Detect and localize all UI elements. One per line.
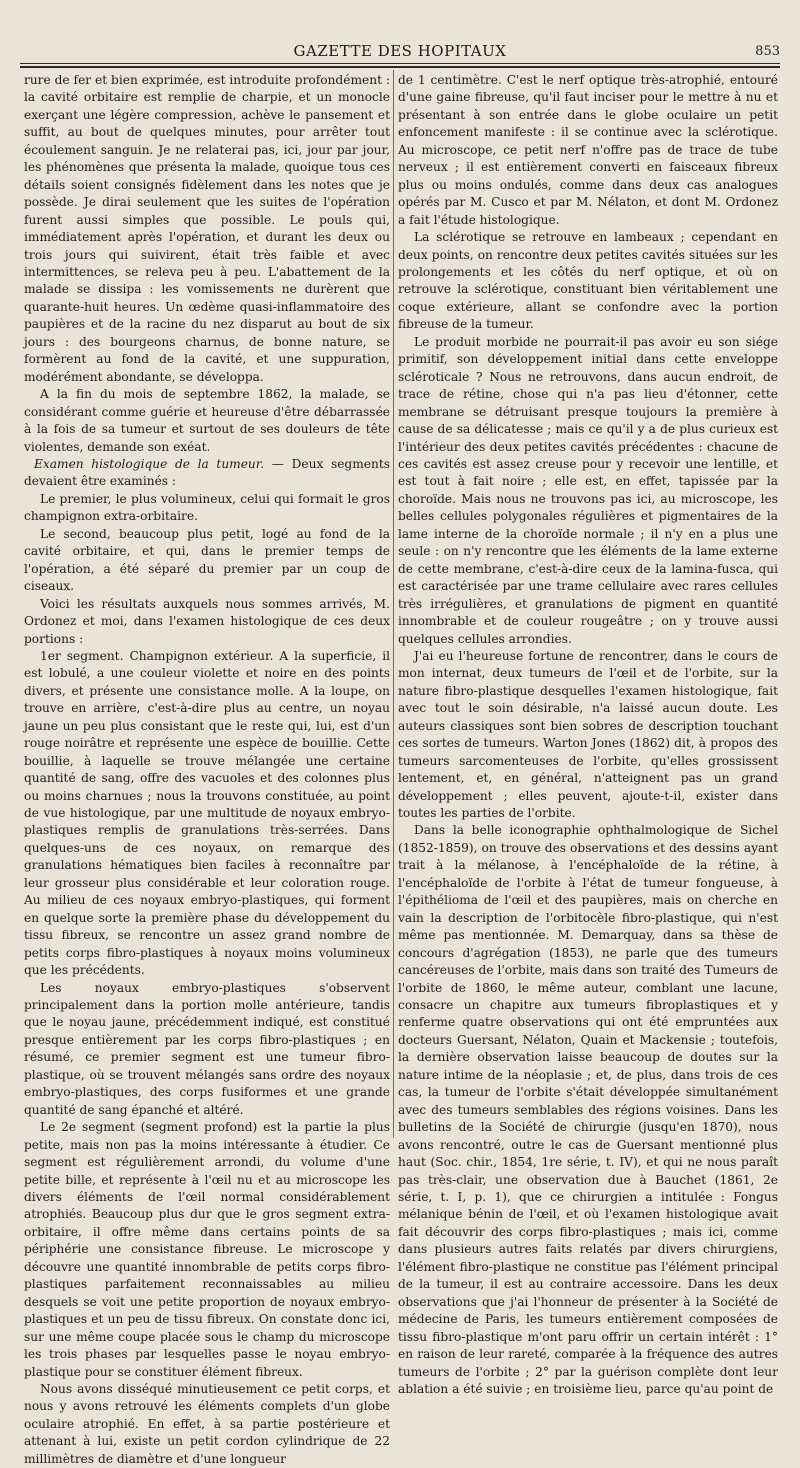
header-rule-thick: [20, 66, 780, 68]
paragraph: rure de fer et bien exprimée, est introduite profondément : la cavité orbitaire est remplie de charpie, et un monocle exerçant une légère compression, achève le pansement et suffit, au bout de quelques minutes, pour arrêter tout écoulement sanguin. Je ne relaterai pas, ici, jour par jour, les phénomènes que présenta la malade, quoique tous ces détails soient consignés fidèlement dans les notes que je possède. Je dirai seulement que les suites de l'opération furent aussi simples que possible. Le pouls qui, immédiatement après l'opération, et durant les deux ou trois jours qui suivirent, était très faible et avec intermittences, se releva peu à peu. L'abattement de la malade se dissipa : les vomissements ne durèrent que quarante-huit heures. Un œdème quasi-inflammatoire des paupières et de la racine du nez disparut au bout de six jours : des bourgeons charnus, de bonne nature, se formèrent au fond de la cavité, et une suppuration, modérément abondante, se développa.: [24, 73, 390, 384]
paragraph: Le produit morbide ne pourrait-il pas avoir eu son siége primitif, son développement initial dans cette enveloppe scléroticale ? Nous ne retrouvons, dans aucun endroit, de trace de rétine, chose qui n'a pas lieu d'étonner, cette membrane se détruisant presque toujours la première à cause de sa délicatesse ; mais ce qu'il y a de plus curieux est l'intérieur des deux petites cavités précédentes : chacune de ces cavités est assez creuse pour y recevoir une lentille, et est tout à fait noire ; elle est, en effet, tapissée par la choroïde. Mais nous ne trouvons pas ici, au microscope, les belles cellules polygonales régulières et pigmentaires de la lame interne de la choroïde normale ; il n'y en a plus une seule : on n'y rencontre que les éléments de la lame externe de cette membrane, c'est-à-dire ceux de la lamina-fusca, qui est caractérisée par une trame cellulaire avec rares cellules très irrégulières, et granulations de pigment en quantité innombrable et de couleur rougeâtre ; on y trouve aussi quelques cellules arrondies.: [398, 334, 778, 646]
paragraph: A la fin du mois de septembre 1862, la malade, se considérant comme guérie et heureuse d'être débarrassée à la fois de sa tumeur et surtout de ses douleurs de tête violentes, demande son exéat.: [24, 387, 390, 454]
header-rule: [20, 63, 780, 64]
running-title: GAZETTE DES HOPITAUX: [293, 42, 507, 60]
paragraph: Dans la belle iconographie ophthalmologique de Sichel (1852-1859), on trouve des observations et des dessins ayant trait à la mélanose, à l'encéphaloïde de la rétine, à l'encéphaloïde de l'orbite à l'état de tumeur fongueuse, à l'épithélioma de l'œil et des paupières, mais on cherche en vain la description de l'orbitocèle fibro-plastique, qui n'est même pas mentionnée. M. Demarquay, dans sa thèse de concours d'agrégation (1853), ne parle que des tumeurs cancéreuses de l'orbite, mais dans son traité des Tumeurs de l'orbite de 1860, le même auteur, comblant une lacune, consacre un chapitre aux tumeurs fibroplastiques et y renferme quatre observations qui ont été empruntées aux docteurs Guersant, Nélaton, Quain et Mackensie ; toutefois, la dernière observation laisse beaucoup de doutes sur la nature intime de la néoplasie ; et, de plus, dans trois de ces cas, la tumeur de l'orbite s'était développée simultanément avec des tumeurs semblables des régions voisines. Dans les bulletins de la Société de chirurgie (jusqu'en 1870), nous avons rencontré, outre le cas de Guersant mentionné plus haut (Soc. chir., 1854, 1re série, t. IV), et qui ne nous paraît pas très-clair, une observation due à Bauchet (1861, 2e série, t. I, p. 1), que ce chirurgien a intitulée : Fongus mélanique bénin de l'œil, et où l'examen histologique avait fait découvrir des corps fibro-plastiques ; mais ici, comme dans plusieurs autres faits relatés par divers chirurgiens, l'élément fibro-plastique ne constitue pas l'élément principal de la tumeur, il est au contraire accessoire. Dans les deux observations que j'ai l'honneur de présenter à la Société de médecine de Paris, les tumeurs entièrement composées de tissu fibro-plastique m'ont paru offrir un certain intérêt : 1° en raison de leur rareté, comparée à la fréquence des autres tumeurs de l'orbite ; 2° par la guérison complète dont leur ablation a été suivie ; en troisième lieu, parce qu'au point de: [398, 823, 778, 1396]
section-heading: [24, 456, 390, 491]
left-column: [24, 72, 391, 1466]
paragraph: Le 2e segment (segment profond) est la partie la plus petite, mais non pas la moins intéressante à étudier. Ce segment est régulièrement arrondi, du volume d'une petite bille, et représente à l'œil nu et au microscope les divers éléments de l'œil normal considérablement atrophiés. Beaucoup plus dur que le gros segment extra-orbitaire, il offre même dans certains points de sa périphérie une consistance fibreuse. Le microscope y découvre une quantité innombrable de petits corps fibro-plastiques parfaitement reconnaissables au milieu desquels se voit une petite proportion de noyaux embryo-plastiques et un peu de tissu fibreux. On constate donc ici, sur une même coupe placée sous le champ du microscope les trois phases par lesquelles passe le noyau embryo-plastique pour se constituer élément fibreux.: [24, 1120, 390, 1379]
text-columns: [0, 72, 800, 1466]
paragraph: de 1 centimètre. C'est le nerf optique très-atrophié, entouré d'une gaine fibreuse, qu'il faut inciser pour le mettre à nu et présentant à son entrée dans le globe oculaire un petit enfoncement manifeste : il se continue avec la sclérotique. Au microscope, ce petit nerf n'offre pas de trace de tube nerveux ; il est entièrement converti en faisceaux fibreux plus ou moins ondulés, comme dans deux cas analogues opérés par M. Cusco et par M. Nélaton, et dont M. Ordonez a fait l'étude histologique.: [398, 73, 778, 227]
page-number: 853: [755, 44, 780, 59]
paragraph: 1er segment. Champignon extérieur. A la superficie, il est lobulé, a une couleur violette et noire en des points divers, et présente une consistance molle. A la loupe, on trouve en arrière, c'est-à-dire plus au centre, un noyau jaune un peu plus consistant que le reste qui, lui, est d'un rouge noirâtre et représente une espèce de bouillie. Cette bouillie, à laquelle se trouve mélangée une certaine quantité de sang, offre des vacuoles et des colonnes plus ou moins charnues ; nous la trouvons constituée, au point de vue histologique, par une multitude de noyaux embryo-plastiques remplis de granulations très-serrées. Dans quelques-uns de ces noyaux, on remarque des granulations hématiques bien faciles à reconnaître par leur grosseur plus considérable et leur coloration rouge. Au milieu de ces noyaux embryo-plastiques, qui forment en quelque sorte la première phase du développement du tissu fibreux, se rencontre un assez grand nombre de petits corps fibro-plastiques à noyaux moins volumineux que les précédents.: [24, 648, 390, 978]
section-heading-italic: Examen histologique de la tumeur.: [34, 456, 265, 471]
paragraph: J'ai eu l'heureuse fortune de rencontrer, dans le cours de mon internat, deux tumeurs de l'œil et de l'orbite, sur la nature fibro-plastique desquelles l'examen histologique, fait avec tout le soin désirable, n'a laissé aucun doute. Les auteurs classiques sont bien sobres de description touchant ces sortes de tumeurs. Warton Jones (1862) dit, à propos des tumeurs sarcomenteuses de l'orbite, qu'elles grossissent lentement, et, en général, n'atteignent pas un grand développement ; elles peuvent, ajoute-t-il, exister dans toutes les parties de l'orbite.: [398, 648, 778, 821]
right-column: [398, 72, 778, 1396]
paragraph: Le premier, le plus volumineux, celui qui formait le gros champignon extra-orbitaire.: [24, 491, 390, 524]
paragraph: Les noyaux embryo-plastiques s'observent principalement dans la portion molle antérieure, tandis que le noyau jaune, précédemment indiqué, est constitué presque entièrement par les corps fibro-plastiques ; en résumé, ce premier segment est une tumeur fibro-plastique, où se trouvent mélangés sans ordre des noyaux embryo-plastiques, des corps fusiformes et une grande quantité de sang épanché et altéré.: [24, 980, 390, 1117]
column-divider: [393, 70, 394, 1138]
paragraph: Nous avons disséqué minutieusement ce petit corps, et nous y avons retrouvé les éléments complets d'un globe oculaire atrophié. En effet, à sa partie postérieure et attenant à lui, existe un petit cordon cylindrique de 22 millimètres de diamètre et d'une longueur: [24, 1381, 390, 1466]
section-heading-text: — Deux segments devaient être examinés :: [24, 456, 391, 489]
page-header: [0, 0, 800, 62]
paragraph: Voici les résultats auxquels nous sommes arrivés, M. Ordonez et moi, dans l'examen histologique de ces deux portions :: [24, 596, 390, 646]
paragraph: La sclérotique se retrouve en lambeaux ; cependant en deux points, on rencontre deux petites cavités situées sur les prolongements et les côtés du nerf optique, et où on retrouve la sclérotique, constituant bien véritablement une coque extérieure, allant se confondre avec la portion fibreuse de la tumeur.: [398, 230, 778, 332]
paragraph: Le second, beaucoup plus petit, logé au fond de la cavité orbitaire, et qui, dans le premier temps de l'opération, a été séparé du premier par un coup de ciseaux.: [24, 526, 390, 594]
